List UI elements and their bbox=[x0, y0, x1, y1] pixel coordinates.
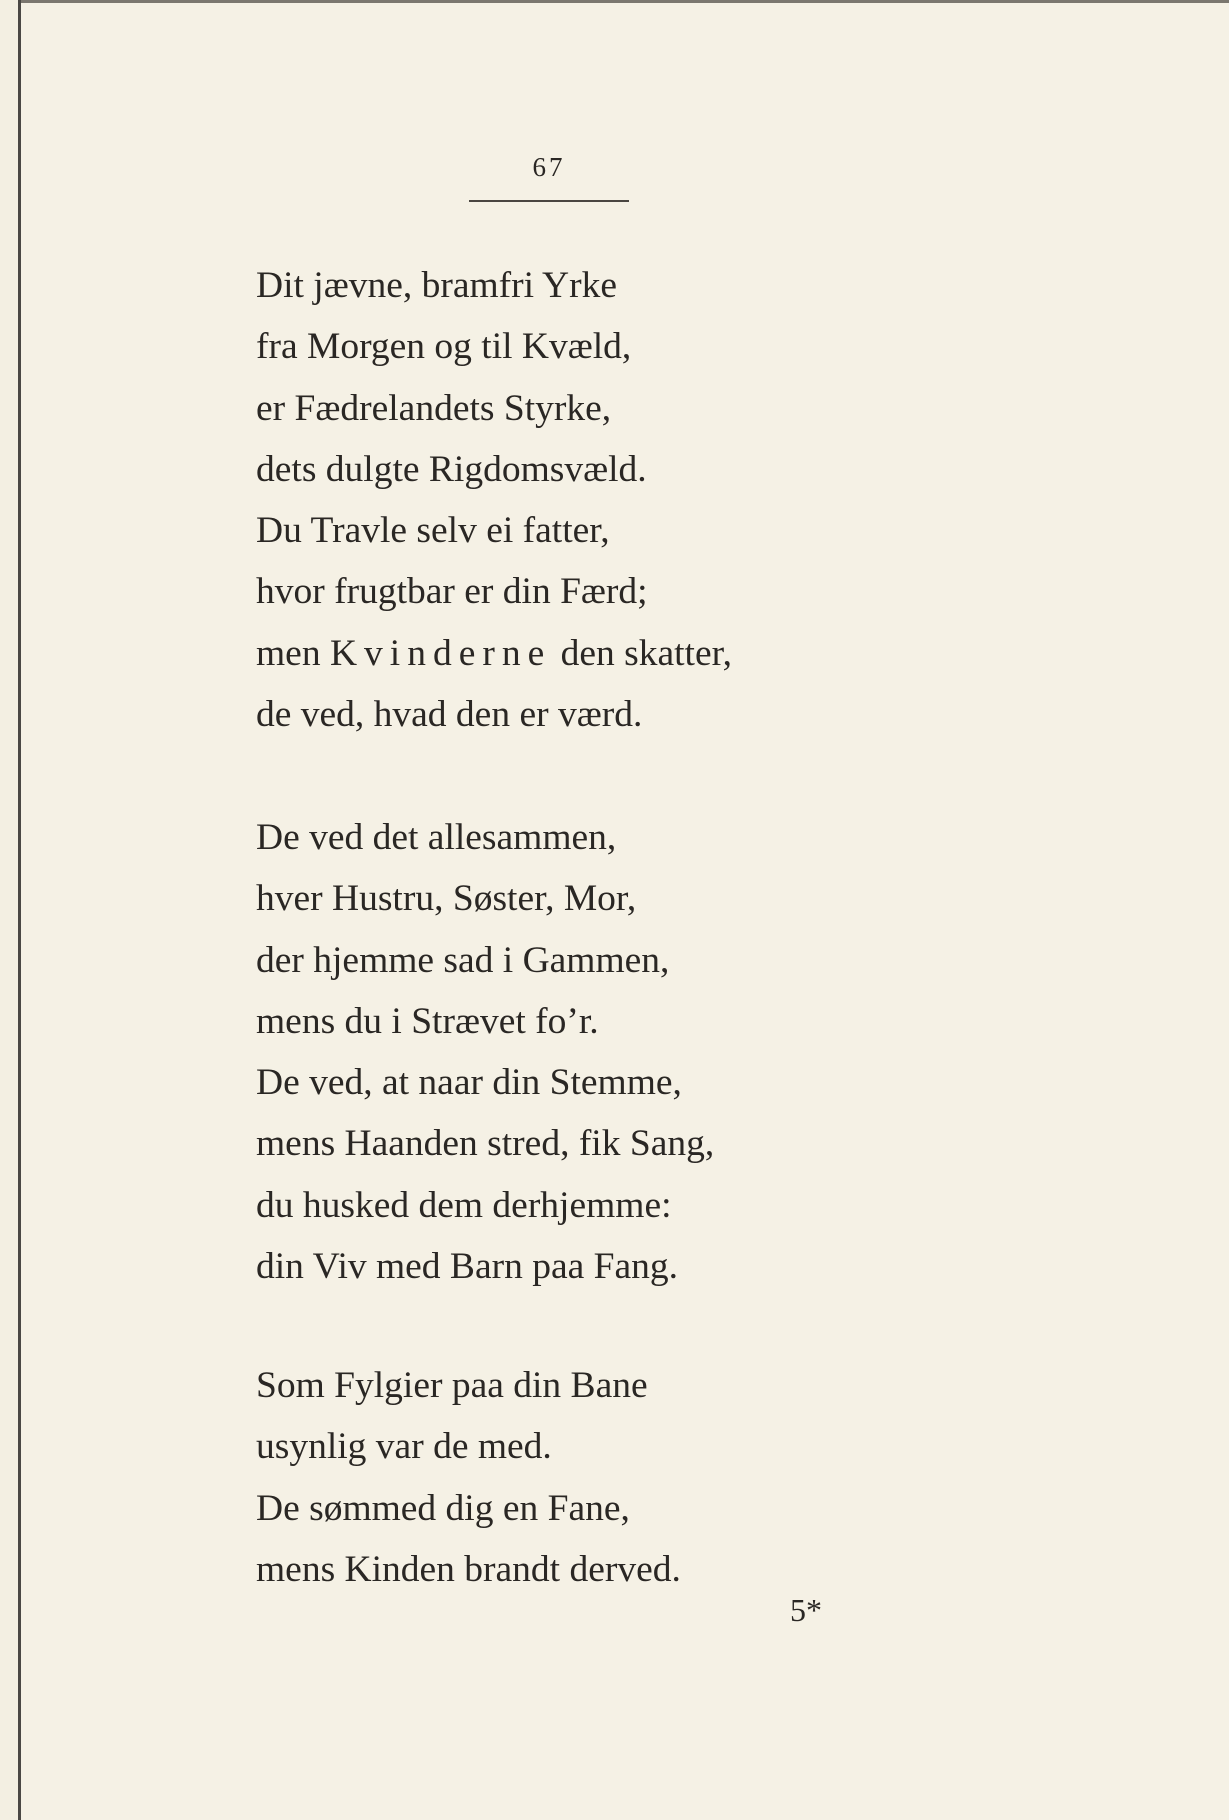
verse-line: Du Travle selv ei fatter, bbox=[256, 510, 610, 552]
verse-line: fra Morgen og til Kvæld, bbox=[256, 326, 632, 368]
verse-text: men bbox=[256, 632, 330, 674]
verse-line: usynlig var de med. bbox=[256, 1426, 552, 1468]
verse-line: de ved, hvad den er værd. bbox=[256, 694, 643, 736]
page-top-edge bbox=[21, 0, 1229, 3]
verse-line: mens Haanden stred, fik Sang, bbox=[256, 1123, 715, 1165]
page-number: 67 bbox=[532, 152, 566, 182]
signature-mark: 5* bbox=[790, 1592, 822, 1628]
verse-line: Dit jævne, bramfri Yrke bbox=[256, 265, 618, 306]
verse-line: dets dulgte Rigdomsvæld. bbox=[256, 448, 647, 490]
stanza-3 bbox=[256, 1356, 681, 1601]
verse-text: den skatter, bbox=[551, 632, 732, 674]
verse-line: der hjemme sad i Gammen, bbox=[256, 939, 670, 981]
verse-line: hver Hustru, Søster, Mor, bbox=[256, 878, 637, 920]
header-rule bbox=[469, 200, 629, 202]
verse-line bbox=[256, 624, 732, 685]
stanza-2 bbox=[256, 808, 714, 1298]
verse-line: Som Fylgier paa din Bane bbox=[256, 1365, 648, 1406]
book-page bbox=[18, 0, 1229, 1820]
emphasized-word: Kvinderne bbox=[329, 632, 552, 674]
verse-line: er Fædrelandets Styrke, bbox=[256, 387, 612, 429]
verse-line: mens Kinden brandt derved. bbox=[256, 1548, 681, 1590]
stanza-1 bbox=[256, 256, 732, 746]
verse-line: hvor frugtbar er din Færd; bbox=[256, 571, 648, 613]
verse-line: din Viv med Barn paa Fang. bbox=[256, 1246, 678, 1288]
verse-line: De ved det allesammen, bbox=[256, 817, 617, 858]
verse-line: De sømmed dig en Fane, bbox=[256, 1487, 630, 1529]
verse-line: De ved, at naar din Stemme, bbox=[256, 1062, 682, 1104]
verse-line: du husked dem derhjemme: bbox=[256, 1184, 672, 1226]
verse-line: mens du i Strævet fo’r. bbox=[256, 1000, 599, 1042]
